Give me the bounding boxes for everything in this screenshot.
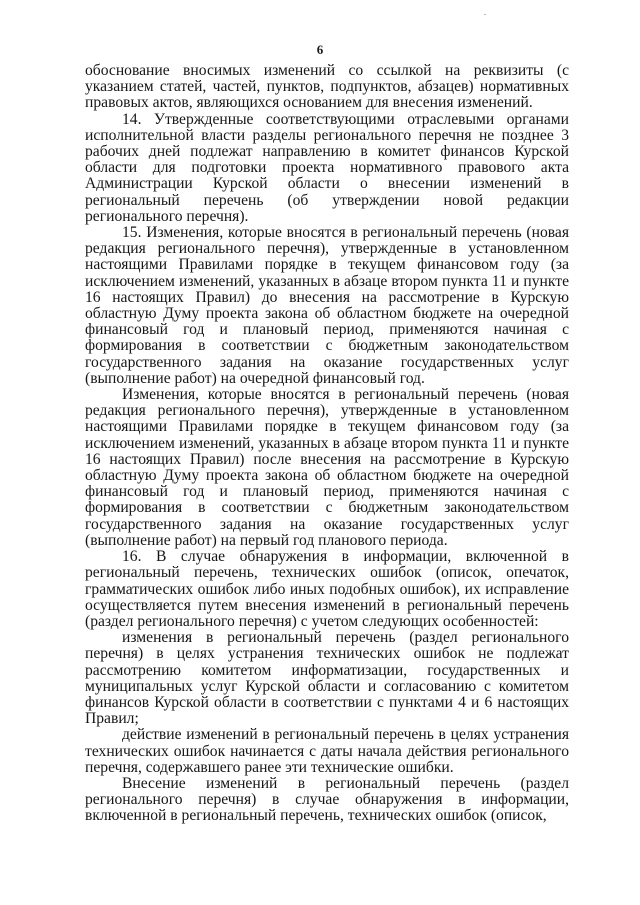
scan-mark bbox=[484, 14, 486, 15]
paragraph-continuation: обоснование вносимых изменений со ссылкой на реквизиты (с указанием статей, частей, пунктов, подпунктов, абзацев) нормативных правовых актов, являющихся основанием для внесения изменений. bbox=[85, 62, 569, 112]
paragraph-item-15: 15. Изменения, которые вносятся в региональный перечень (новая редакция регионального перечня), утвержденные в установленном настоящими Правилами порядке в текущем финансовом году (за исключением изменений, указанных в абзаце втором пункта 11 и пункте 16 настоящих Правил) до внесения на рассмотрение в Курскую областную Думу проекта закона об областном бюджете на очередной финансовый год и плановый период, применяются начиная с формирования в соответствии с бюджетным законодательством государственного задания на оказание государственных услуг (выполнение работ) на очередной финансовый год. bbox=[85, 224, 569, 387]
page-number: 6 bbox=[316, 42, 324, 57]
paragraph-item-14: 14. Утвержденные соответствующими отраслевыми органами исполнительной власти разделы регионального перечня не позднее 3 рабочих дней подлежат направлению в комитет финансов Курской области для подготовки проекта нормативного правового акта Администрации Курской области о внесении изменений в региональный перечень (об утверждении новой редакции регионального перечня). bbox=[85, 110, 569, 225]
paragraph-item-16-part-4: Внесение изменений в региональный перечень (раздел регионального перечня) в случае обнаружения в информации, включенной в региональный перечень, технических ошибок (описок, bbox=[85, 774, 569, 825]
document-body bbox=[85, 63, 569, 825]
paragraph-item-16-part-3: действие изменений в региональный перечень в целях устранения технических ошибок начинается с даты начала действия регионального перечня, содержавшего ранее эти технические ошибки. bbox=[85, 726, 569, 776]
paragraph-item-15-part-2: Изменения, которые вносятся в региональный перечень (новая редакция регионального перечня), утвержденные в установленном настоящими Правилами порядке в текущем финансовом году (за исключением изменений, указанных в абзаце втором пункта 11 и пункте 16 настоящих Правил) после внесения на рассмотрение в Курскую областную Думу проекта закона об областном бюджете на очередной финансовый год и плановый период, применяются начиная с формирования в соответствии с бюджетным законодательством государственного задания на оказание государственных услуг (выполнение работ) на первый год планового периода. bbox=[85, 386, 569, 549]
paragraph-item-16-part-2: изменения в региональный перечень (раздел регионального перечня) в целях устранения технических ошибок не подлежат рассмотрению комитетом информатизации, государственных и муниципальных услуг Курской области и согласованию с комитетом финансов Курской области в соответствии с пунктами 4 и 6 настоящих Правил; bbox=[85, 629, 569, 728]
paragraph-item-16: 16. В случае обнаружения в информации, включенной в региональный перечень, технических ошибок (описок, опечаток, грамматических ошибок либо иных подобных ошибок), их исправление осуществляется путем внесения изменений в региональный перечень (раздел регионального перечня) с учетом следующих особенностей: bbox=[85, 548, 569, 630]
